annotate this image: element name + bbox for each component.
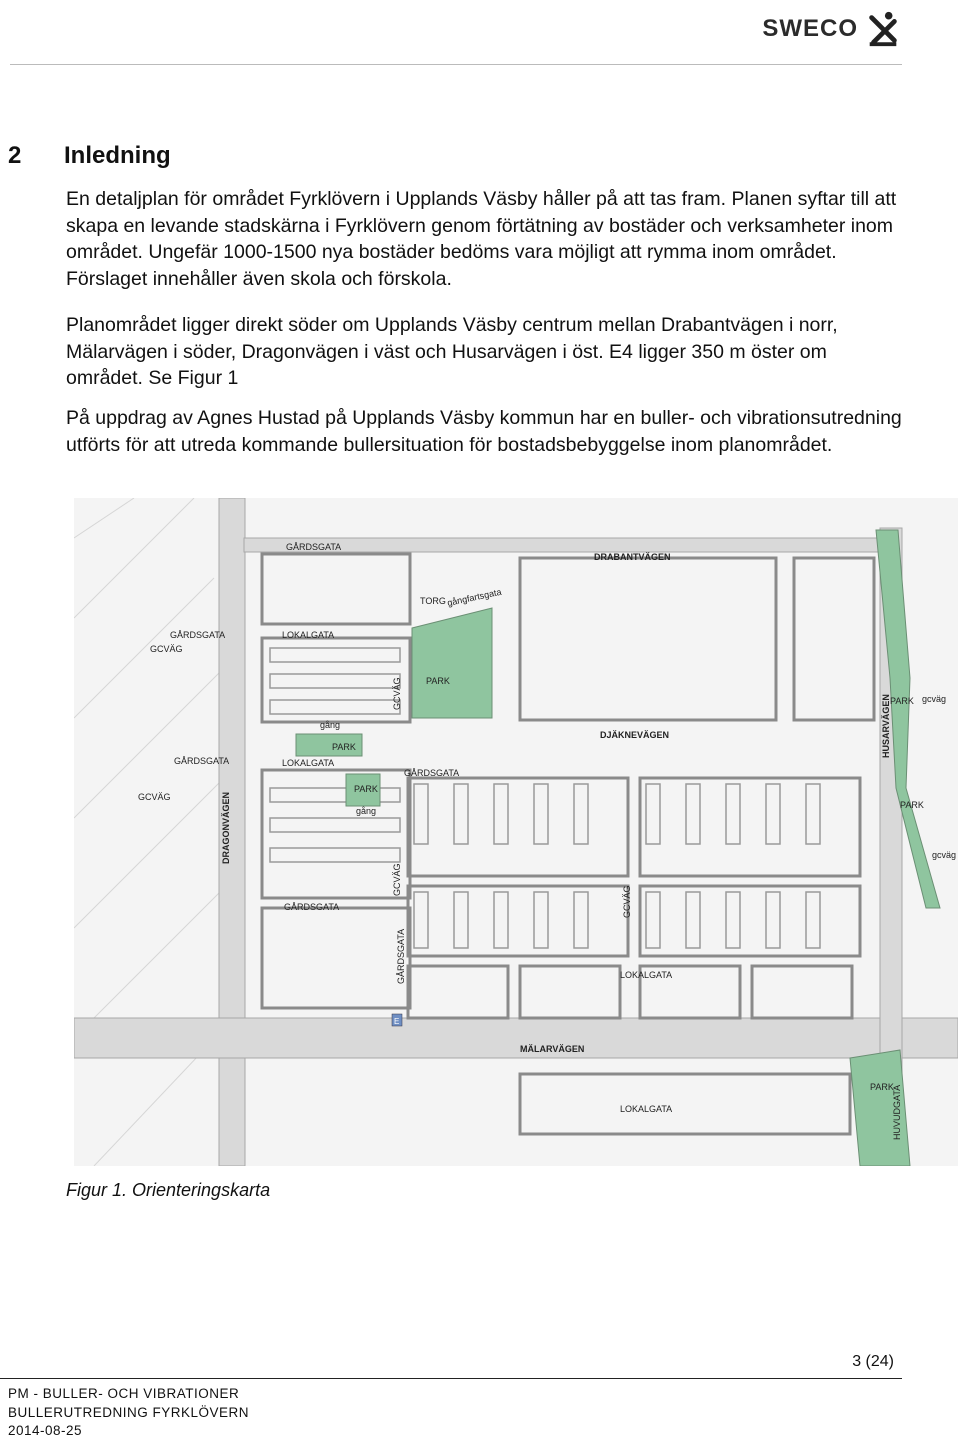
svg-text:gcväg: gcväg — [932, 850, 957, 860]
svg-text:GÅRDSGATA: GÅRDSGATA — [174, 756, 230, 766]
svg-text:PARK: PARK — [332, 742, 356, 752]
paragraph-intro: En detaljplan för området Fyrklövern i Upplands Väsby håller på att tas fram. Planen syftar till att skapa en levande stadskärna i Fyrklövern genom förtätning av bostäder och verksamheter inom området. Ungefär 1000-1500 nya bostäder bedöms vara möjligt att rymma inom området. Förslaget innehåller även skola och förskola. — [66, 188, 897, 290]
figure-caption: Figur 1. Orienteringskarta — [66, 1180, 271, 1200]
svg-text:PARK: PARK — [426, 676, 450, 686]
svg-text:DJÄKNEVÄGEN: DJÄKNEVÄGEN — [600, 730, 670, 740]
footer — [8, 1385, 249, 1441]
svg-text:LOKALGATA: LOKALGATA — [620, 970, 673, 980]
sweco-logo — [762, 10, 902, 48]
logo-text: SWECO — [762, 15, 858, 42]
svg-text:TORG: TORG — [420, 596, 446, 606]
paragraph-location: Planområdet ligger direkt söder om Upplands Väsby centrum mellan Drabantvägen i norr, Mälarvägen i söder, Dragonvägen i väst och Husarvägen i öst. E4 ligger 350 m öster om området. Se Figur 1 — [66, 314, 838, 389]
svg-text:GÅRDSGATA: GÅRDSGATA — [286, 542, 342, 552]
svg-text:LOKALGATA: LOKALGATA — [620, 1104, 673, 1114]
svg-text:DRAGONVÄGEN: DRAGONVÄGEN — [221, 791, 231, 864]
footer-divider — [0, 1378, 902, 1379]
svg-text:LOKALGATA: LOKALGATA — [282, 758, 335, 768]
svg-text:GÅRDSGATA: GÅRDSGATA — [284, 902, 340, 912]
svg-text:gång: gång — [356, 806, 377, 816]
svg-text:HUSARVÄGEN: HUSARVÄGEN — [881, 694, 891, 758]
svg-text:gång: gång — [320, 720, 341, 730]
svg-text:GÅRDSGATA: GÅRDSGATA — [404, 768, 460, 778]
section-number: 2 — [8, 142, 22, 169]
svg-text:DRABANTVÄGEN: DRABANTVÄGEN — [594, 552, 671, 562]
footer-doc-type: PM - BULLER- OCH VIBRATIONER — [8, 1386, 240, 1401]
footer-date: 2014-08-25 — [8, 1423, 83, 1438]
svg-text:GCVÄG: GCVÄG — [392, 863, 402, 896]
page-number: 3 (24) — [852, 1353, 894, 1370]
svg-text:GÅRDSGATA: GÅRDSGATA — [396, 928, 406, 984]
svg-text:gångfartsgata: gångfartsgata — [446, 586, 503, 608]
svg-text:MÄLARVÄGEN: MÄLARVÄGEN — [520, 1044, 585, 1054]
svg-text:GCVÄG: GCVÄG — [138, 792, 171, 802]
map-marker-e: E — [394, 1017, 400, 1026]
svg-text:GCVÄG: GCVÄG — [150, 644, 183, 654]
svg-text:PARK: PARK — [354, 784, 378, 794]
section-heading — [8, 142, 171, 170]
orientation-map — [74, 498, 958, 1166]
header-divider — [10, 64, 902, 65]
svg-text:GÅRDSGATA: GÅRDSGATA — [170, 630, 226, 640]
svg-text:HUVUDGATA: HUVUDGATA — [892, 1084, 902, 1140]
svg-text:GCVÄG: GCVÄG — [622, 885, 632, 918]
footer-doc-title: BULLERUTREDNING FYRKLÖVERN — [8, 1404, 250, 1420]
section-title: Inledning — [64, 142, 171, 169]
svg-text:gcväg: gcväg — [922, 694, 947, 704]
svg-text:LOKALGATA: LOKALGATA — [282, 630, 335, 640]
svg-text:PARK: PARK — [890, 696, 914, 706]
svg-text:GCVÄG: GCVÄG — [392, 677, 402, 710]
svg-text:PARK: PARK — [870, 1082, 894, 1092]
svg-text:PARK: PARK — [900, 800, 924, 810]
paragraph-assignment: På uppdrag av Agnes Hustad på Upplands Väsby kommun har en buller- och vibrationsutredning utförts för att utreda kommande bullersituation för bostadsbebyggelse inom planområdet. — [66, 407, 902, 456]
sweco-logo-icon — [864, 10, 902, 48]
